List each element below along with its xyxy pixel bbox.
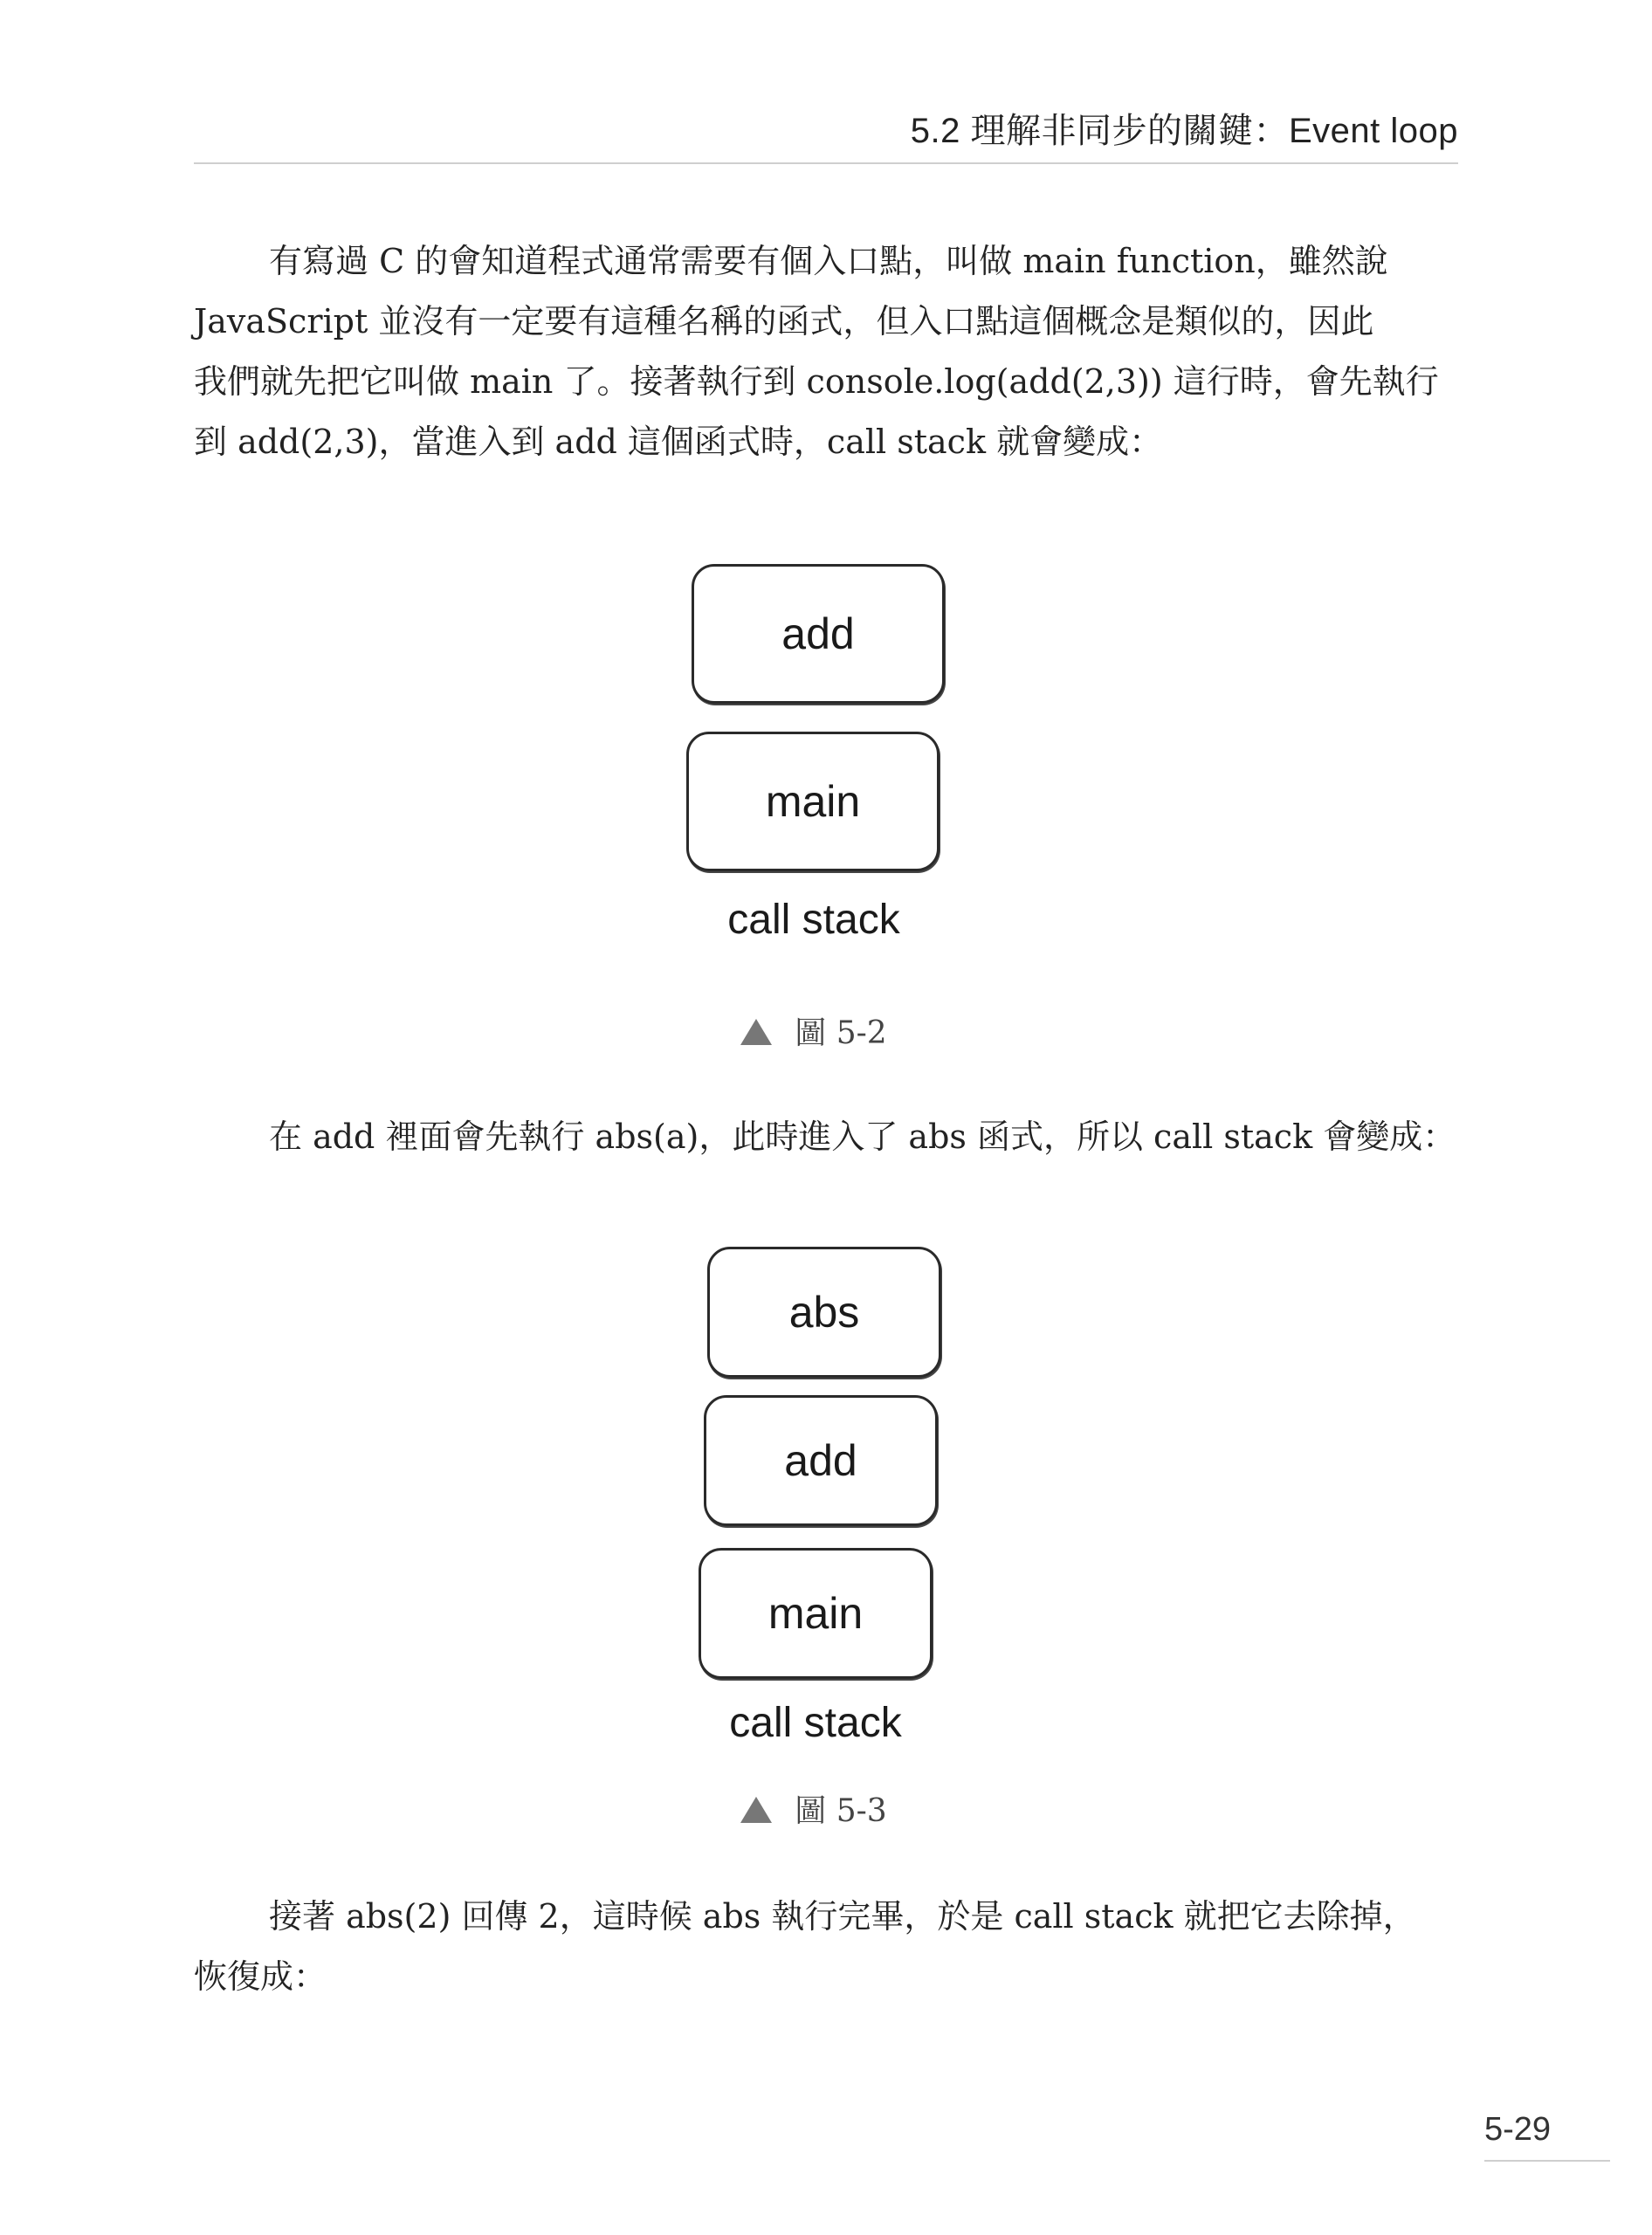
triangle-icon: [740, 1797, 772, 1823]
paragraph-line: 我們就先把它叫做 main 了。接著執行到 console.log(add(2,3)) 這行時，會先執行: [194, 362, 1439, 401]
running-header-title: 5.2 理解非同步的關鍵：Event loop: [910, 112, 1458, 150]
paragraph-abs: [194, 1107, 1458, 1167]
paragraph-line: JavaScript 並沒有一定要有這種名稱的函式，但入口點這個概念是類似的，因此: [194, 302, 1374, 340]
page-number: 5-29: [1484, 2111, 1552, 2148]
paragraph-line: 到 add(2,3)，當進入到 add 這個函式時，call stack 就會變成：: [194, 423, 1163, 461]
paragraph-intro: [194, 231, 1458, 472]
footer-divider: [1484, 2160, 1610, 2162]
paragraph-return: [194, 1887, 1458, 2007]
call-stack-label: call stack: [727, 897, 900, 943]
stack-frame-abs: abs: [707, 1247, 941, 1378]
caption-text: 圖 5-2: [795, 1015, 887, 1051]
paragraph-line: 在 add 裡面會先執行 abs(a)，此時進入了 abs 函式，所以 call stack 會變成：: [269, 1118, 1456, 1156]
stack-frame-main: main: [686, 732, 940, 871]
caption-text: 圖 5-3: [795, 1793, 887, 1829]
triangle-icon: [740, 1019, 772, 1045]
figure-caption: [639, 1008, 988, 1053]
call-stack-label: call stack: [729, 1700, 902, 1746]
paragraph-line: 恢復成：: [194, 1957, 327, 1996]
header-divider: [194, 162, 1458, 164]
paragraph-line: 接著 abs(2) 回傳 2，這時候 abs 執行完畢，於是 call stack 就把它去除掉，: [269, 1897, 1416, 1936]
figure-caption: [639, 1786, 988, 1831]
stack-frame-add: add: [704, 1395, 938, 1526]
paragraph-line: 有寫過 C 的會知道程式通常需要有個入口點，叫做 main function，雖然說: [269, 242, 1388, 280]
stack-frame-main: main: [699, 1548, 933, 1679]
stack-frame-add: add: [692, 564, 945, 704]
